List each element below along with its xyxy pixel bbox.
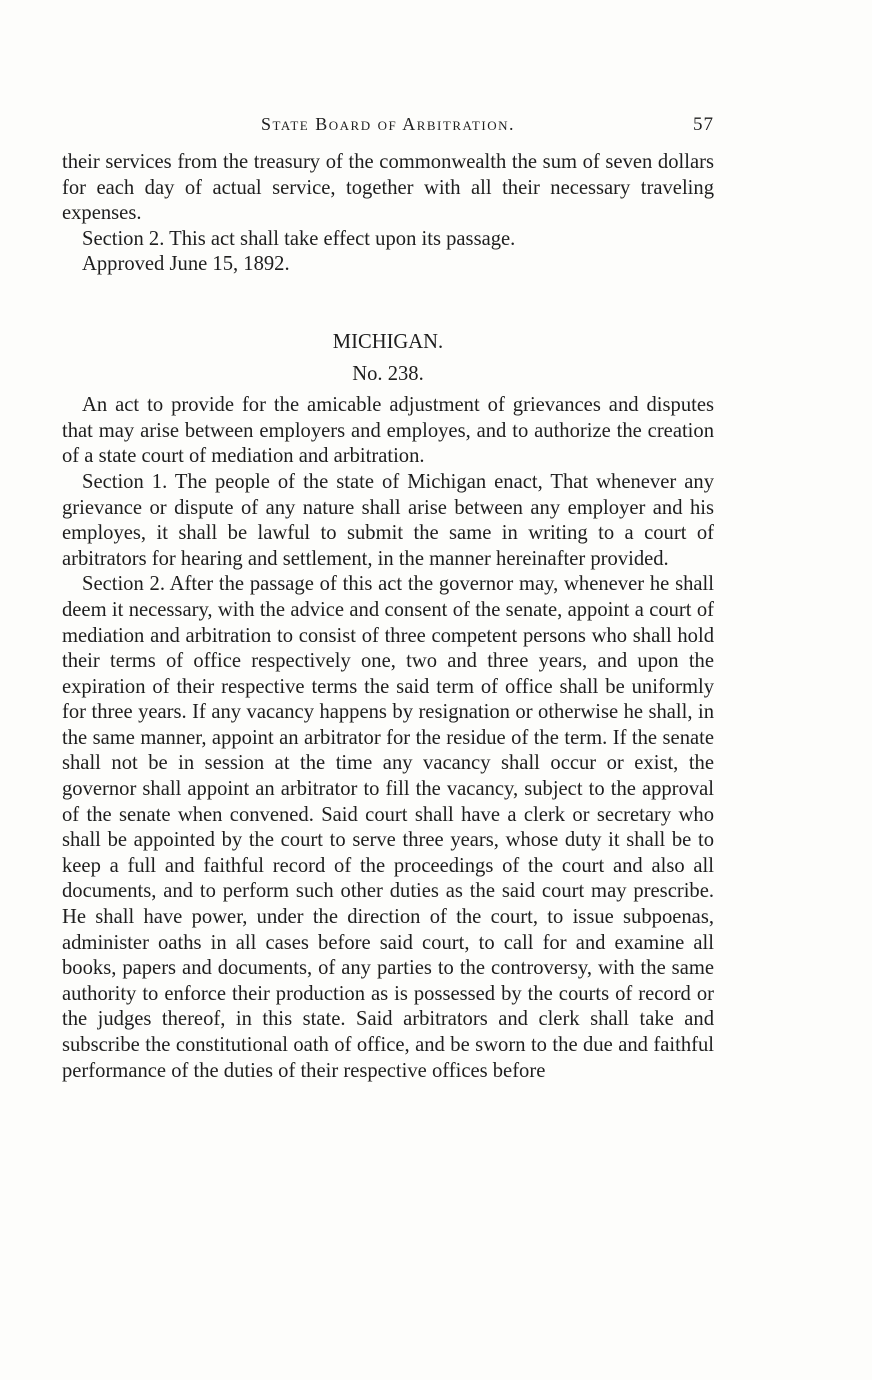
continuation-paragraph: their services from the treasury of the commonwealth the sum of seven dollars for each day of actual service, together with all their necessary traveling expenses.: [62, 151, 714, 225]
act-preamble: An act to provide for the amicable adjustment of grievances and disputes that may arise between employers and employes, and to authorize the creation of a state court of mediation and arbitration.: [62, 394, 714, 468]
continuation-section-2: Section 2. This act shall take effect upon its passage.: [82, 227, 516, 250]
act-section-1: Section 1. The people of the state of Michigan enact, That whenever any grievance or dispute of any nature shall arise between any employer and his employes, it shall be lawful to submit the same in writing to a court of arbitrators for hearing and settlement, in the manner hereinafter provided.: [62, 470, 714, 570]
running-title: State Board of Arbitration.: [261, 114, 515, 134]
document-page: [62, 114, 714, 1084]
state-heading: MICHIGAN.: [332, 330, 444, 353]
act-section-2: Section 2. After the passage of this act the governor may, whenever he shall deem it necessary, with the advice and consent of the senate, appoint a court of mediation and arbitration to consist of three competent persons who shall hold their terms of office respectively one, two and three years, and upon the expiration of their respective terms the said term of office shall be uniformly for three years. If any vacancy happens by resignation or otherwise he shall, in the same manner, appoint an arbitrator for the residue of the term. If the senate shall not be in session at the time any vacancy shall occur or exist, the governor shall appoint an arbitrator to fill the vacancy, subject to the approval of the senate when convened. Said court shall have a clerk or secretary who shall be appointed by the court to serve three years, whose duty it shall be to keep a full and faithful record of the proceedings of the court and also all documents, and to perform such other duties as the said court may prescribe. He shall have power, under the direction of the court, to issue subpoenas, administer oaths in all cases before said court, to call for and examine all books, papers and documents, of any parties to the controversy, with the same authority to enforce their production as is possessed by the courts of record or the judges thereof, in this state. Said arbitrators and clerk shall take and subscribe the constitutional oath of office, and be sworn to the due and faithful performance of the duties of their respective offices before: [62, 573, 714, 1082]
body-text: [62, 150, 714, 1084]
running-head: [62, 114, 714, 150]
act-number: No. 238.: [352, 362, 424, 385]
page-number: 57: [693, 114, 714, 135]
section-spacer: [62, 278, 714, 330]
approval-date: Approved June 15, 1892.: [82, 253, 290, 276]
